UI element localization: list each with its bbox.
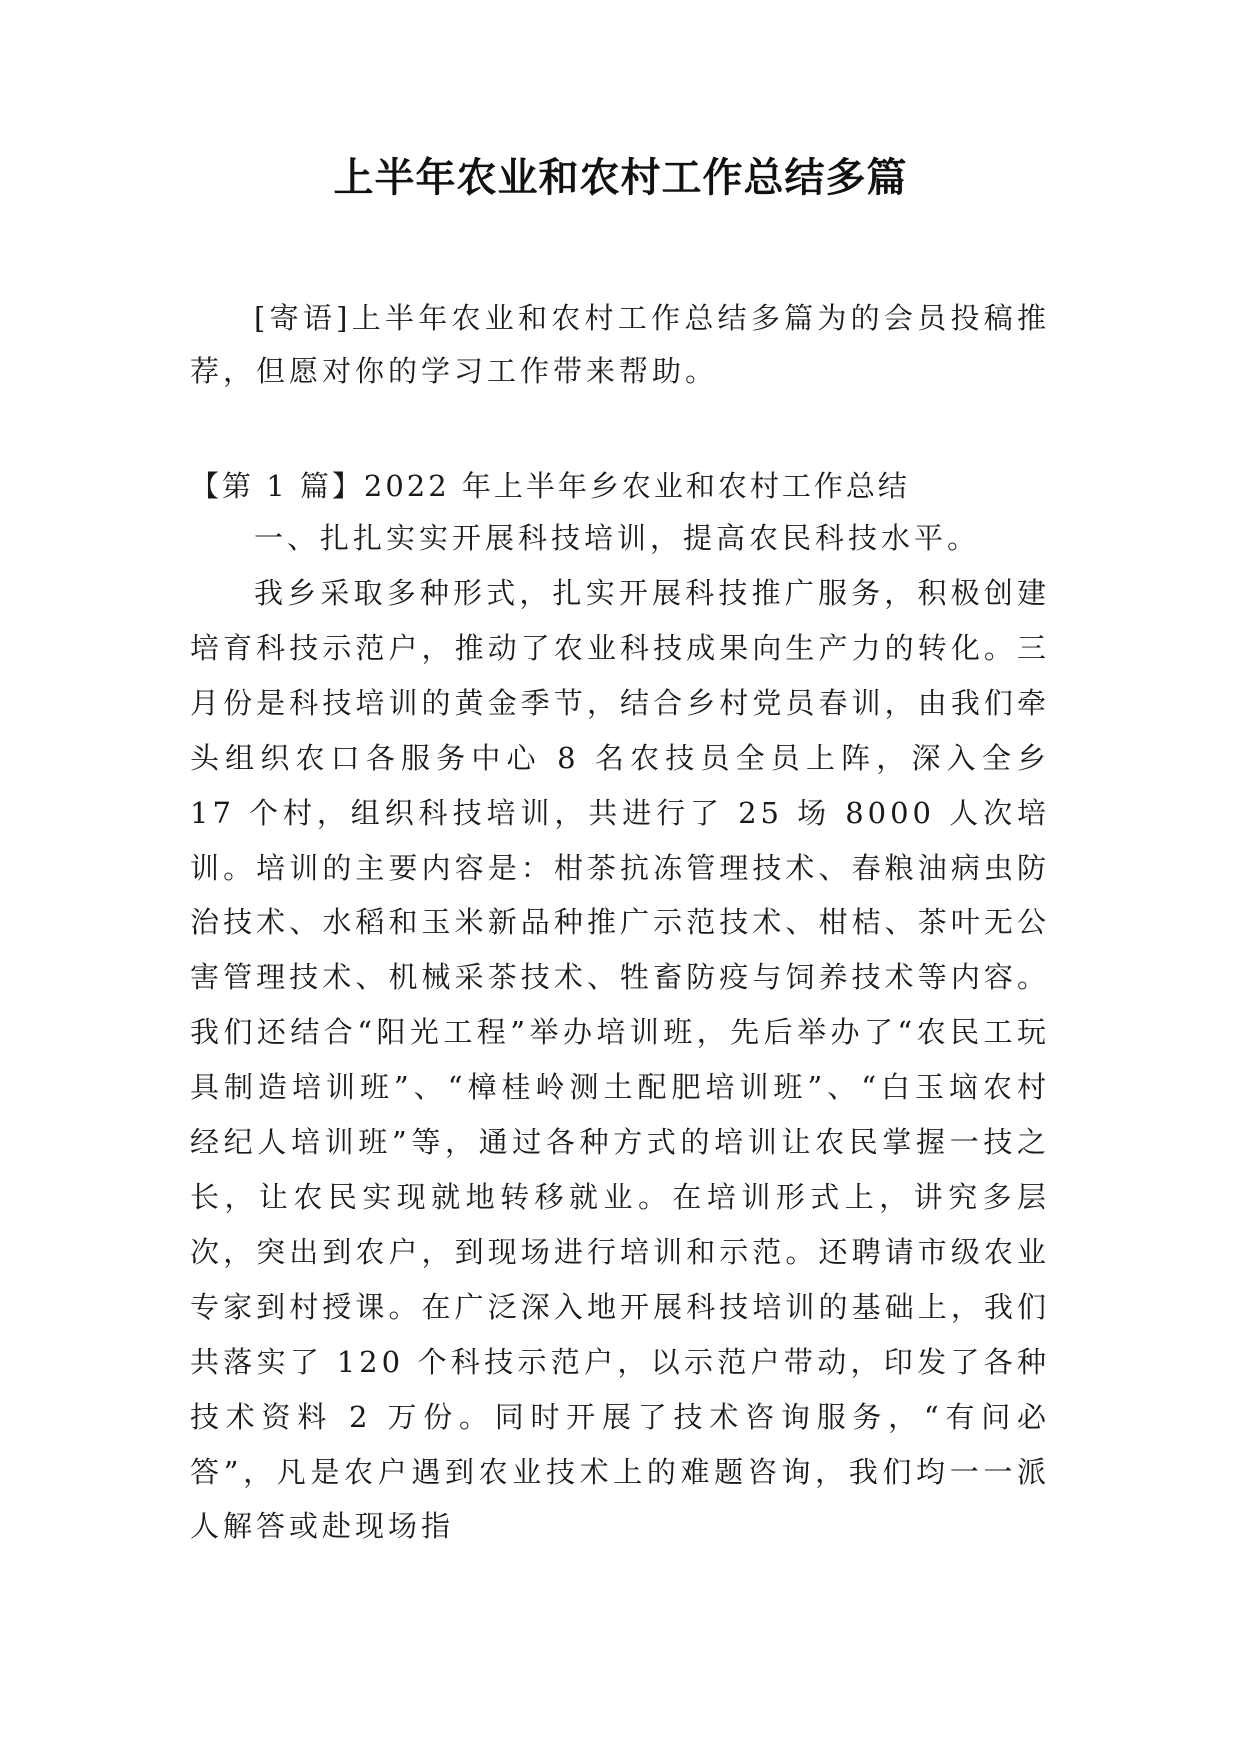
document-title: 上半年农业和农村工作总结多篇 bbox=[333, 155, 908, 201]
preface-paragraph: [寄语]上半年农业和农村工作总结多篇为的会员投稿推荐，但愿对你的学习工作带来帮助。 bbox=[190, 301, 1050, 388]
subheading: 一、扎扎实实开展科技培训，提高农民科技水平。 bbox=[254, 521, 981, 555]
section-heading: 【第 1 篇】2022 年上半年乡农业和农村工作总结 bbox=[190, 469, 910, 503]
body-paragraph: 我乡采取多种形式，扎实开展科技推广服务，积极创建培育科技示范户，推动了农业科技成果向生产力的转化。三月份是科技培训的黄金季节，结合乡村党员春训，由我们牵头组织农口各服务中心 8 名农技员全员上阵，深入全乡 17 个村，组织科技培训，共进行了 25 场 8000 人次培训。培训的主要内容是：柑茶抗冻管理技术、春粮油病虫防治技术、水稻和玉米新品种推广示范技术、柑桔、茶叶无公害管理技术、机械采茶技术、牲畜防疫与饲养技术等内容。我们还结合“阳光工程”举办培训班，先后举办了“农民工玩具制造培训班”、“樟桂岭测土配肥培训班”、“白玉垴农村经纪人培训班”等，通过各种方式的培训让农民掌握一技之长，让农民实现就地转移就业。在培训形式上，讲究多层次，突出到农户，到现场进行培训和示范。还聘请市级农业专家到村授课。在广泛深入地开展科技培训的基础上，我们共落实了 120 个科技示范户，以示范户带动，印发了各种技术资料 2 万份。同时开展了技术咨询服务，“有问必答”，凡是农户遇到农业技术上的难题咨询，我们均一一派人解答或赴现场指 bbox=[190, 576, 1050, 1544]
